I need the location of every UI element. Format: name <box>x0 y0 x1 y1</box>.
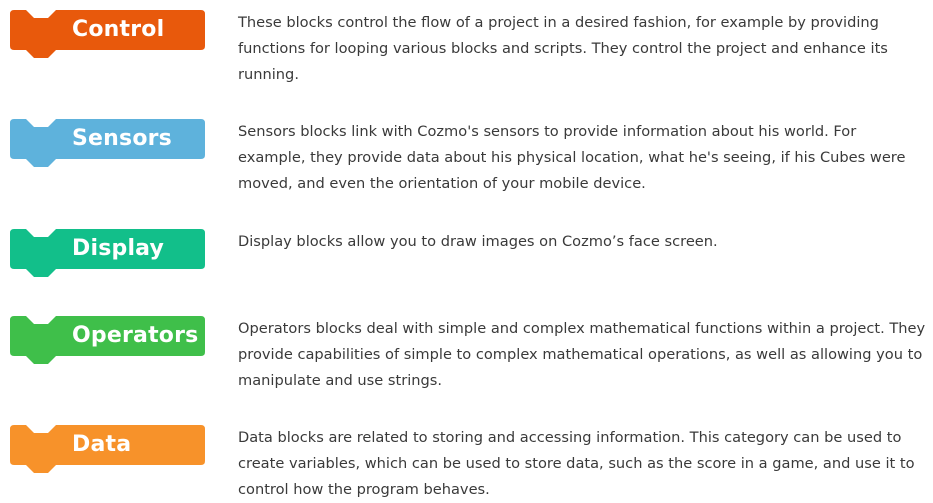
sensors-block <box>10 119 206 168</box>
display-block <box>10 229 206 278</box>
category-description: Operators blocks deal with simple and complex mathematical functions within a project. They provide capabilities of simple to complex mathematical operations, as well as allowing you to manipulate and use strings. <box>238 320 926 389</box>
block-label: Display <box>72 236 165 261</box>
block-label: Operators <box>72 323 199 348</box>
category-description: Sensors blocks link with Cozmo's sensors to provide information about his world. For example, they provide data about his physical location, what he's seeing, if his Cubes were moved, and even the orientation of your mobile device. <box>238 123 906 192</box>
data-block <box>10 425 206 474</box>
operators-block <box>10 316 206 365</box>
category-description: Data blocks are related to storing and accessing information. This category can be used to create variables, which can be used to store data, such as the score in a game, and use it to control how the program behaves. <box>238 429 915 498</box>
category-description: These blocks control the flow of a project in a desired fashion, for example by providing functions for looping various blocks and scripts. They control the project and enhance its running. <box>238 14 888 83</box>
block-label: Control <box>72 17 165 42</box>
control-block <box>10 10 206 59</box>
block-label: Sensors <box>72 126 172 151</box>
category-description: Display blocks allow you to draw images on Cozmo’s face screen. <box>238 233 718 250</box>
block-label: Data <box>72 432 132 457</box>
